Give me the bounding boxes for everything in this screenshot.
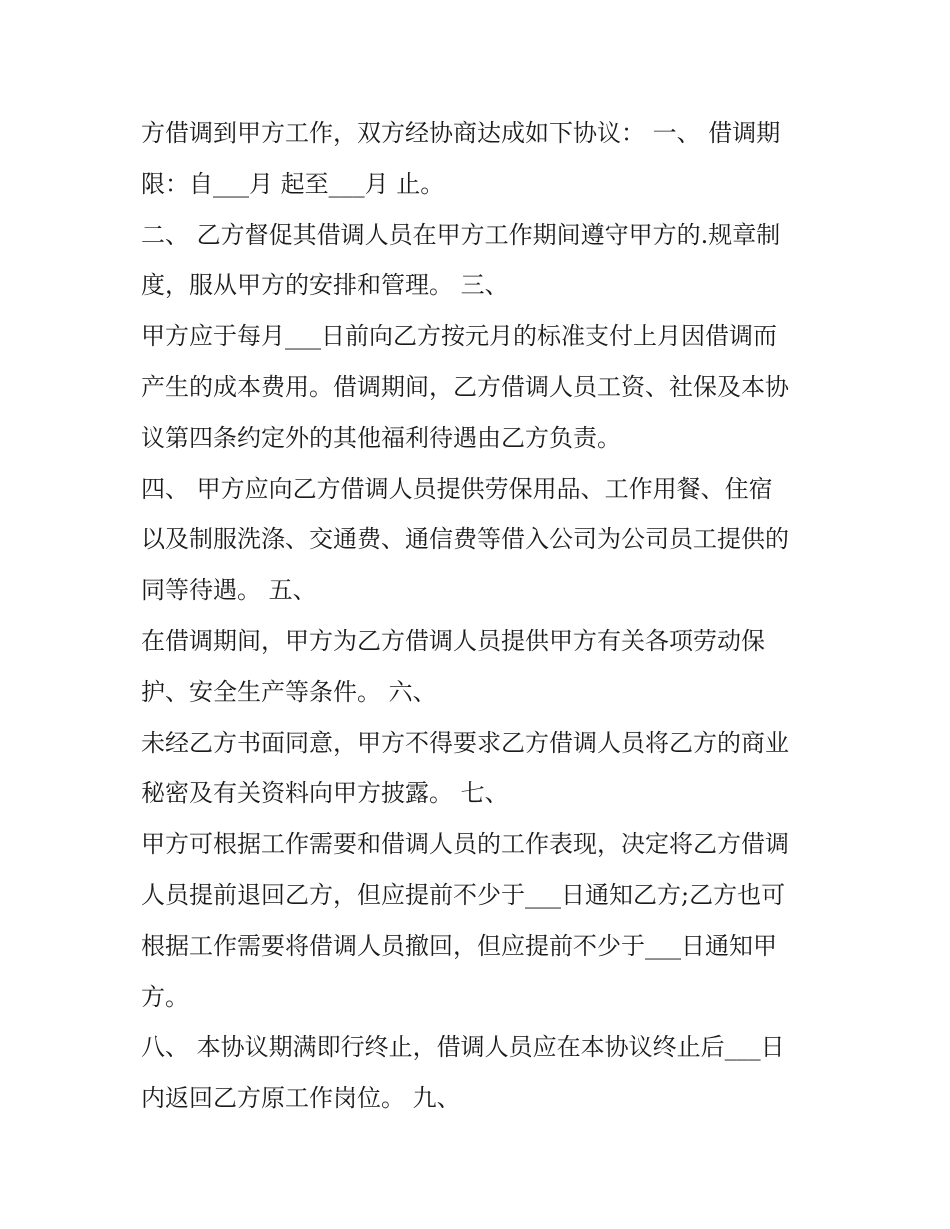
text-line: 八、 本协议期满即行终止，借调人员应在本协议终止后___日 (141, 1033, 785, 1062)
text-line: 在借调期间，甲方为乙方借调人员提供甲方有关各项劳动保 (141, 626, 765, 655)
text-line: 度，服从甲方的安排和管理。 三、 (141, 271, 509, 300)
text-line: 产生的成本费用。借调期间，乙方借调人员工资、社保及本协 (141, 372, 789, 401)
text-line: 根据工作需要将借调人员撤回，但应提前不少于___日通知甲 (141, 931, 777, 960)
text-line: 秘密及有关资料向甲方披露。 七、 (141, 779, 509, 808)
text-line: 甲方应于每月___日前向乙方按元月的标准支付上月因借调而 (141, 322, 777, 351)
text-line: 以及制服洗涤、交通费、通信费等借入公司为公司员工提供的 (141, 525, 789, 554)
text-line: 议第四条约定外的其他福利待遇由乙方负责。 (141, 423, 621, 452)
text-line: 内返回乙方原工作岗位。 九、 (141, 1084, 461, 1113)
text-line: 护、安全生产等条件。 六、 (141, 677, 437, 706)
text-line: 四、 甲方应向乙方借调人员提供劳保用品、工作用餐、住宿 (141, 474, 773, 503)
text-line: 甲方可根据工作需要和借调人员的工作表现，决定将乙方借调 (141, 830, 789, 859)
agreement-text (141, 108, 821, 1124)
text-line: 方借调到甲方工作，双方经协商达成如下协议： 一、 借调期 (141, 119, 781, 147)
text-line: 方。 (141, 982, 189, 1011)
text-line: 同等待遇。 五、 (141, 576, 317, 605)
text-line: 未经乙方书面同意，甲方不得要求乙方借调人员将乙方的商业 (141, 728, 789, 757)
text-line: 二、 乙方督促其借调人员在甲方工作期间遵守甲方的.规章制 (141, 220, 781, 249)
text-line: 人员提前退回乙方，但应提前不少于___日通知乙方;乙方也可 (141, 880, 786, 909)
text-line: 限：自___月 起至___月 止。 (141, 169, 445, 198)
